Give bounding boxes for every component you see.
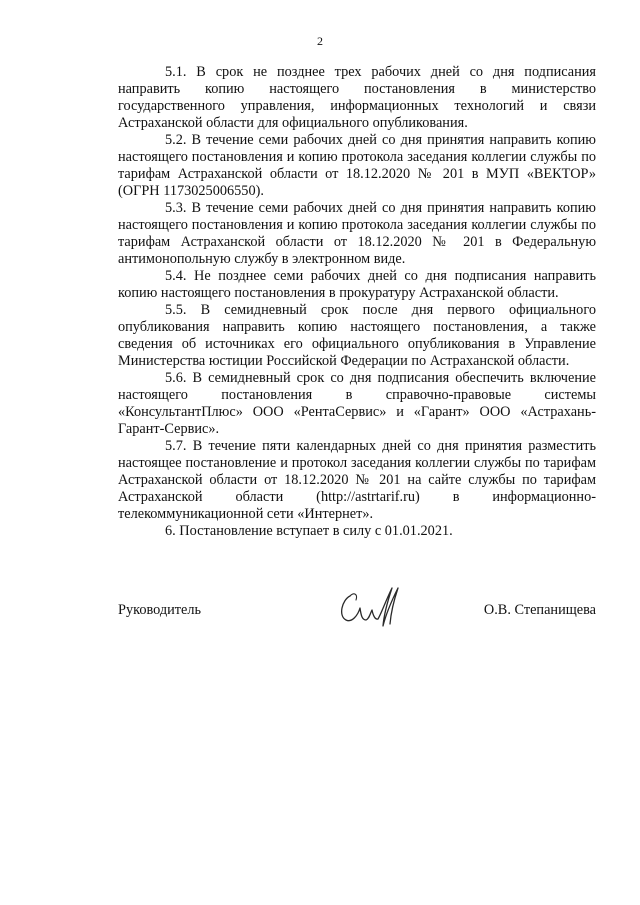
paragraph-5-6: 5.6. В семидневный срок со дня подписания обеспечить включение настоящего постановления в справочно-правовые системы «КонсультантПлюс» ООО «РентаСервис» и «Гарант» ООО «Астрахань-Гарант-Сервис». xyxy=(118,370,596,437)
signatory-name: О.В. Степанищева xyxy=(483,602,596,618)
paragraph-6: 6. Постановление вступает в силу с 01.01.2021. xyxy=(165,523,453,539)
paragraph-5-7: 5.7. В течение пяти календарных дней со дня принятия разместить настоящее постановление и протокол заседания коллегии службы по тарифам Астраханской области от 18.12.2020 № 201 на сайте службы по тарифам Астраханской области (http://astrtarif.ru) в информационно-телекоммуникационной сети «Интернет». xyxy=(118,438,596,522)
handwritten-signature-icon xyxy=(336,582,410,632)
signatory-title: Руководитель xyxy=(118,602,202,618)
document-body xyxy=(118,64,596,540)
paragraph-5-5: 5.5. В семидневный срок после дня первого официального опубликования направить копию настоящего постановления, а также сведения об источниках его официального опубликования в Управление Министерства юстиции Российской Федерации по Астраханской области. xyxy=(118,302,596,369)
paragraph-5-2: 5.2. В течение семи рабочих дней со дня принятия направить копию настоящего постановления и копию протокола заседания коллегии службы по тарифам Астраханской области от 18.12.2020 № 201 в МУП «ВЕКТОР» (ОГРН 1173025006550). xyxy=(118,132,596,199)
paragraph-5-4: 5.4. Не позднее семи рабочих дней со дня подписания направить копию настоящего постановления в прокуратуру Астраханской области. xyxy=(118,268,596,301)
page-number: 2 xyxy=(317,34,323,48)
paragraph-5-1: 5.1. В срок не позднее трех рабочих дней со дня подписания направить копию настоящего постановления в министерство государственного управления, информационных технологий и связи Астраханской области для официального опубликования. xyxy=(118,64,596,131)
paragraph-5-3: 5.3. В течение семи рабочих дней со дня принятия направить копию настоящего постановления и копию протокола заседания коллегии службы по тарифам Астраханской области от 18.12.2020 № 201 в Федеральную антимонопольную службу в электронном виде. xyxy=(118,200,596,267)
signature-block xyxy=(118,596,596,636)
